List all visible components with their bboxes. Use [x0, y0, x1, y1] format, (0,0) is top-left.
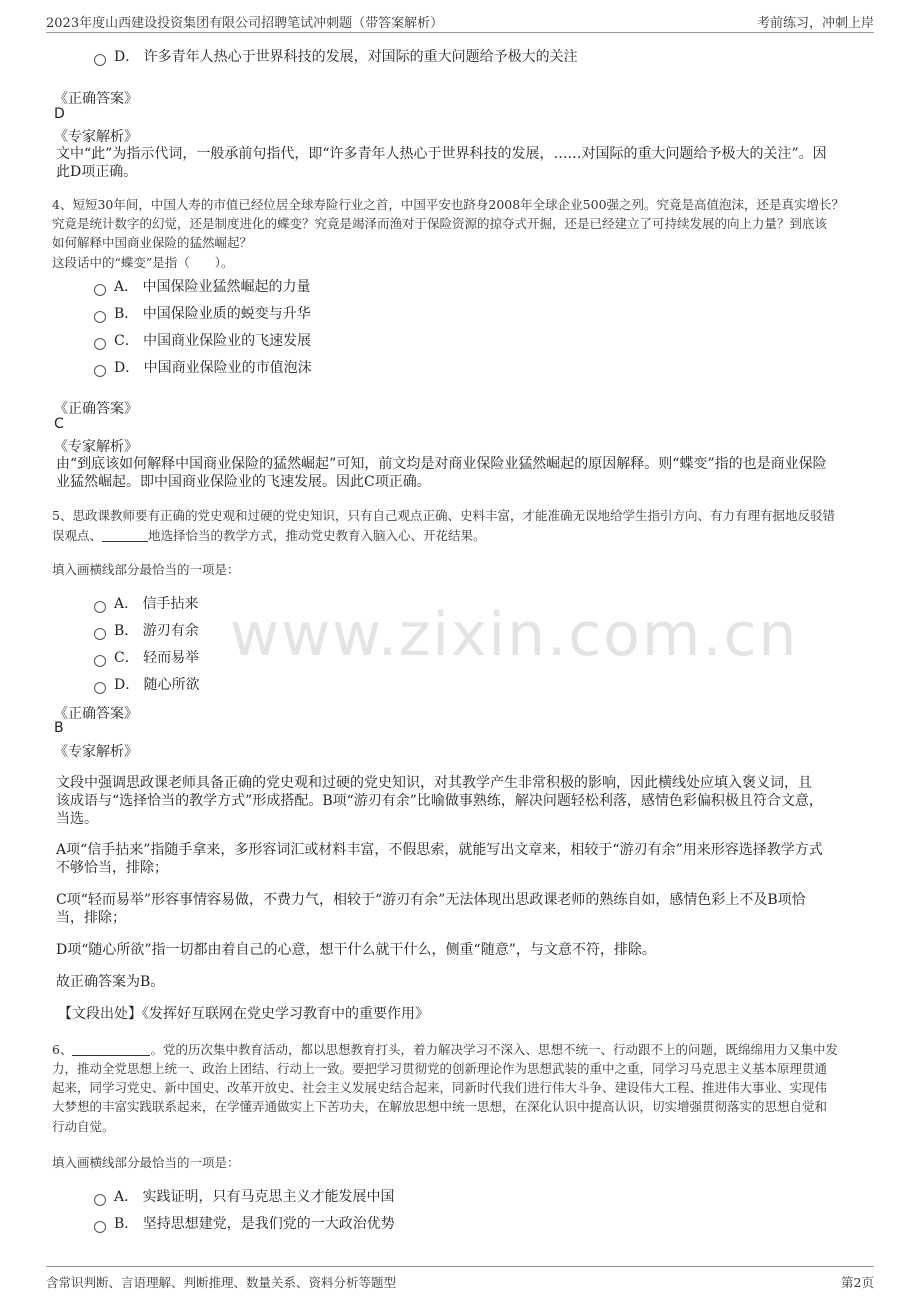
q5-analysis-line: 该成语与“选择恰当的教学方式”形成搭配。B项“游刃有余”比喻做事熟练，解决问题轻松利落，感情色彩偏积极且符合文意， [56, 793, 823, 809]
q5-source: 【文段出处】《发挥好互联网在党史学习教育中的重要作用》 [58, 1006, 429, 1022]
q6-stem-line: 大梦想的丰富实践联系起来，在学懂弄通做实上下苦功夫，在解放思想中统一思想，在深化认识中提高认识，切实增强贯彻落实的思想自觉和 [52, 1099, 828, 1114]
q5-conclusion: 故正确答案为B。 [56, 974, 165, 990]
radio-icon[interactable] [94, 628, 106, 640]
radio-icon[interactable] [94, 311, 106, 323]
q6-stem-line: 力，推动全党思想上统一、政治上团结、行动上一致。要把学习贯彻党的创新理论作为思想武装的重中之重，同学习马克思主义基本原理贯通 [52, 1061, 828, 1076]
q5-analysis-label: 《专家解析》 [54, 744, 138, 760]
radio-icon[interactable] [94, 1194, 106, 1206]
q4-option-a[interactable]: A． 中国保险业猛然崛起的力量 [94, 276, 311, 296]
q6-option-b[interactable]: B． 坚持思想建党，是我们党的一大政治优势 [94, 1213, 395, 1233]
q4-analysis-line: 由“到底该如何解释中国商业保险的猛然崛起”可知，前文均是对商业保险业猛然崛起的原因解释。则“蝶变”指的也是商业保险 [56, 456, 827, 472]
q4-question: 这段话中的“蝶变”是指（ ）。 [52, 255, 234, 270]
q6-option-a[interactable]: A． 实践证明，只有马克思主义才能发展中国 [94, 1186, 395, 1206]
q4-option-d[interactable]: D． 中国商业保险业的市值泡沫 [94, 357, 312, 377]
q4-option-b[interactable]: B． 中国保险业质的蜕变与升华 [94, 303, 311, 323]
q4-analysis-label: 《专家解析》 [54, 439, 138, 455]
q3-analysis-line: 文中“此”为指示代词，一般承前句指代，即“许多青年人热心于世界科技的发展，……对国际的重大问题给予极大的关注”。因 [56, 146, 827, 162]
q6-stem-line: 起来，同学习党史、新中国史、改革开放史、社会主义发展史结合起来，同新时代我们进行伟大斗争、建设伟大工程、推进伟大事业、实现伟 [52, 1080, 828, 1095]
q5-option-a[interactable]: A． 信手拈来 [94, 593, 199, 613]
q5-answer-label: 《正确答案》 [54, 706, 138, 722]
page-footer [46, 1266, 874, 1293]
q6-prompt: 填入画横线部分最恰当的一项是： [52, 1155, 240, 1170]
q4-analysis-line: 业猛然崛起。即中国商业保险业的飞速发展。因此C项正确。 [56, 474, 431, 490]
fill-blank [102, 528, 148, 542]
q4-option-c[interactable]: C． 中国商业保险业的飞速发展 [94, 330, 311, 350]
radio-icon[interactable] [94, 338, 106, 350]
watermark: www.zixin.com.cn [230, 600, 799, 670]
fill-blank [72, 1042, 150, 1056]
header-slogan: 考前练习，冲刺上岸 [756, 16, 874, 31]
q3-option-d[interactable]: D． 许多青年人热心于世界科技的发展，对国际的重大问题给予极大的关注 [94, 46, 578, 66]
q3-analysis-line: 此D项正确。 [56, 164, 138, 180]
radio-icon[interactable] [94, 682, 106, 694]
radio-icon[interactable] [94, 655, 106, 667]
q5-prompt: 填入画横线部分最恰当的一项是： [52, 562, 240, 577]
q5-option-c[interactable]: C． 轻而易举 [94, 647, 199, 667]
q3-analysis-label: 《专家解析》 [54, 129, 138, 145]
radio-icon[interactable] [94, 54, 106, 66]
q6-stem-line: 行动自觉。 [52, 1119, 115, 1134]
q3-answer-label: 《正确答案》 [54, 91, 138, 107]
q5-stem-line: 5、思政课教师要有正确的党史观和过硬的党史知识，只有自己观点正确、史料丰富，才能准确无误地给学生指引方向、有力有理有据地反驳错 [52, 508, 835, 523]
q5-option-d[interactable]: D． 随心所欲 [94, 674, 200, 694]
q3-answer: D [54, 106, 65, 122]
q4-stem-line: 如何解释中国商业保险的猛然崛起？ [52, 235, 253, 250]
q5-answer: B [54, 720, 64, 736]
radio-icon[interactable] [94, 284, 106, 296]
q4-stem-line: 究竟是统计数字的幻觉，还是制度进化的蝶变？究竟是竭泽而渔对于保险资源的掠夺式开掘，还是已经建立了可持续发展的向上力量？到底该 [52, 216, 828, 231]
q4-stem-line: 4、短短30年间，中国人寿的市值已经位居全球寿险行业之首，中国平安也跻身2008年全球企业500强之列。究竟是高值泡沫，还是真实增长？ [52, 197, 845, 212]
q5-analysis-line: 当，排除； [56, 910, 126, 926]
page-number: 第2页 [841, 1275, 874, 1290]
radio-icon[interactable] [94, 365, 106, 377]
radio-icon[interactable] [94, 1221, 106, 1233]
q5-analysis-line: 文段中强调思政课老师具备正确的党史观和过硬的党史知识，对其教学产生非常积极的影响，因此横线处应填入褒义词，且 [56, 775, 812, 791]
header-title: 2023年度山西建设投资集团有限公司招聘笔试冲刺题（带答案解析） [46, 16, 444, 31]
q5-analysis-line: 不够恰当，排除； [56, 860, 168, 876]
q4-answer-label: 《正确答案》 [54, 401, 138, 417]
footer-note: 含常识判断、言语理解、判断推理、数量关系、资料分析等题型 [46, 1275, 397, 1290]
q5-analysis-line: D项“随心所欲”指一切都由着自己的心意，想干什么就干什么，侧重“随意”，与文意不符，排除。 [56, 942, 656, 958]
page-header [46, 10, 874, 33]
q5-analysis-line: 当选。 [56, 811, 98, 827]
radio-icon[interactable] [94, 601, 106, 613]
q5-option-b[interactable]: B． 游刃有余 [94, 620, 199, 640]
q5-stem-line: 误观点、 地选择恰当的教学方式，推动党史教育入脑入心、开花结果。 [52, 528, 486, 543]
q5-analysis-line: A项“信手拈来”指随手拿来，多形容词汇或材料丰富，不假思索，就能写出文章来，相较于“游刃有余”用来形容选择教学方式 [56, 842, 823, 858]
q6-stem-line: 6、 。党的历次集中教育活动，都以思想教育打头，着力解决学习不深入、思想不统一、行动跟不上的问题，既绵绵用力又集中发 [52, 1042, 838, 1057]
q4-answer: C [54, 416, 64, 432]
q5-analysis-line: C项“轻而易举”形容事情容易做，不费力气，相较于“游刃有余”无法体现出思政课老师的熟练自如，感情色彩上不及B项恰 [56, 892, 806, 908]
